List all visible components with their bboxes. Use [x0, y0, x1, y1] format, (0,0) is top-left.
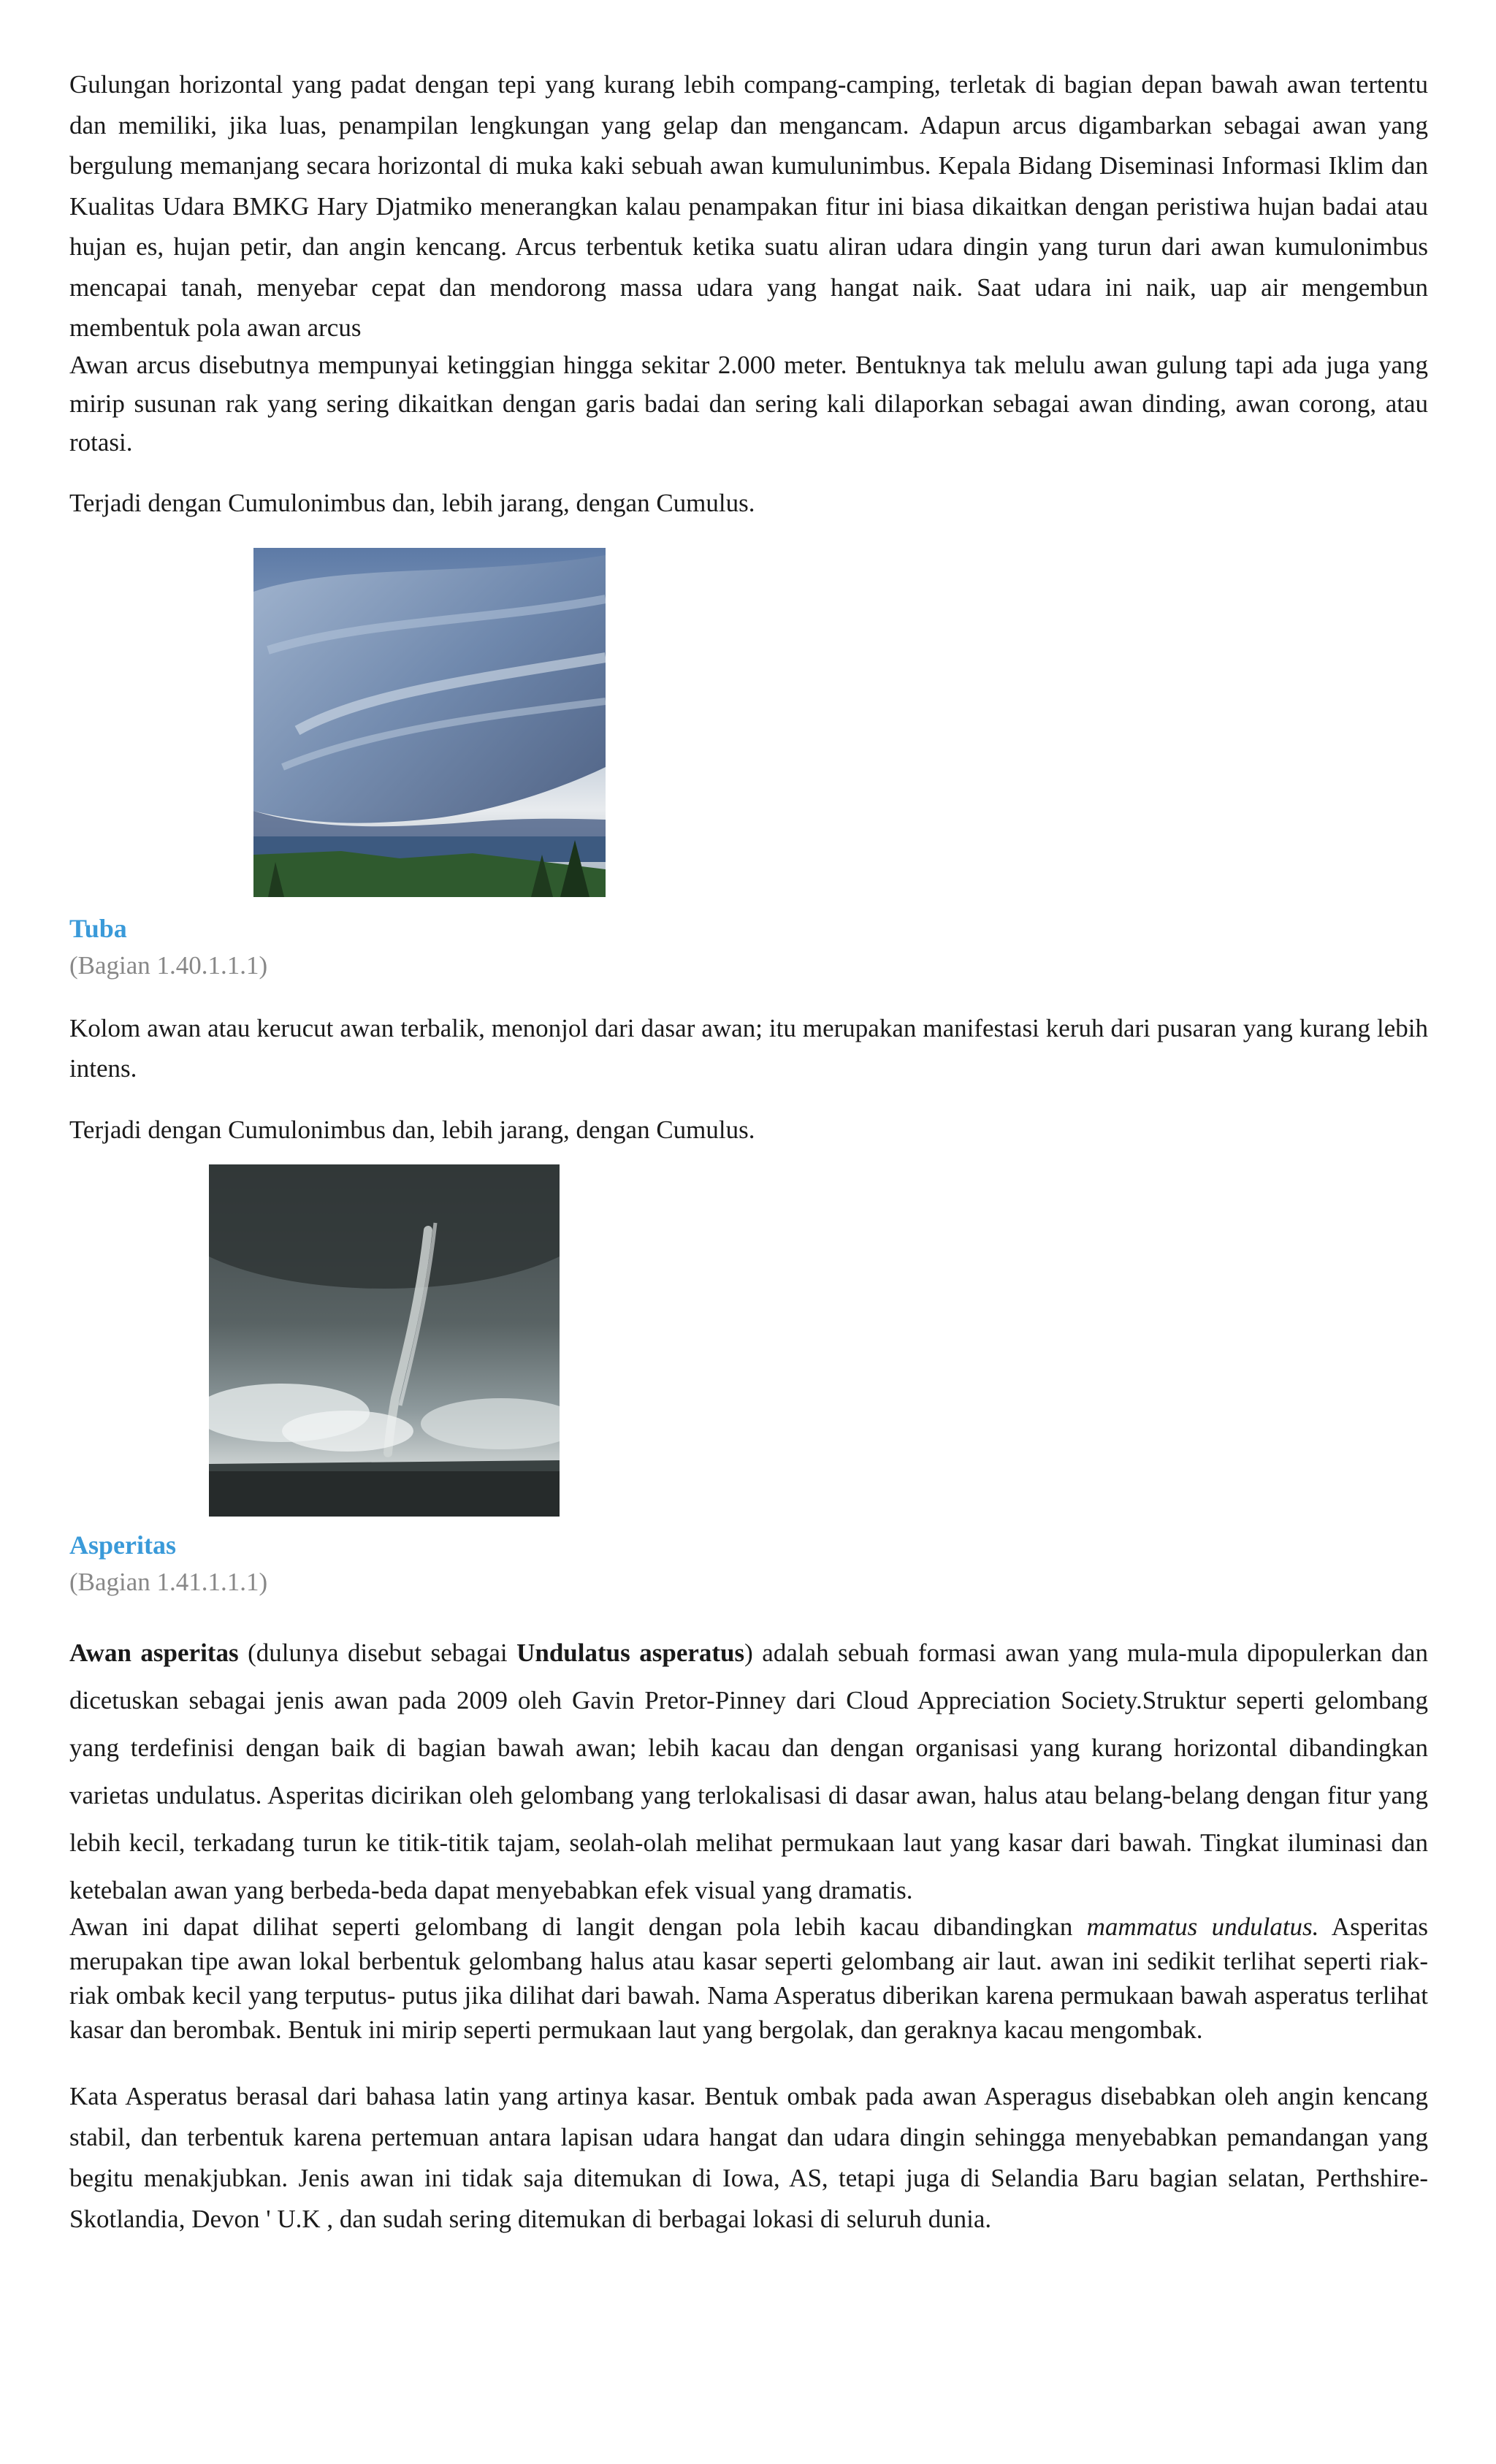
asperitas-paragraph-3: Kata Asperatus berasal dari bahasa latin yang artinya kasar. Bentuk ombak pada awan Asperagus disebabkan oleh angin kencang stabil, dan terbentuk karena pertemuan antara lapisan udara hangat dan udara dingin sehingga menyebabkan pemandangan yang begitu menakjubkan. Jenis awan ini tidak saja ditemukan di Iowa, AS, tetapi juga di Selandia Baru bagian selatan, Perthshire- Skotlandia, Devon ' U.K , dan sudah sering ditemukan di berbagai lokasi di seluruh dunia. — [69, 2081, 1428, 2233]
tuba-occurs-text: Terjadi dengan Cumulonimbus dan, lebih jarang, dengan Cumulus. — [69, 1115, 755, 1144]
asperitas-heading: Asperitas — [69, 1530, 176, 1560]
arcus-cloud-photo — [253, 548, 606, 897]
asperitas-lead-bold: Awan asperitas — [69, 1638, 239, 1667]
asperitas-p2-rest: Asperitas merupakan tipe awan lokal berbentuk gelombang halus atau kasar seperti gelombang air laut. awan ini sedikit terlihat seperti riak-riak ombak kecil yang terputus- putus jika dilihat dari bawah. Nama Asperatus diberikan karena permukaan bawah asperatus terlihat kasar dan berombak. Bentuk ini mirip seperti permukaan laut yang bergolak, dan geraknya kacau mengombak. — [69, 1912, 1428, 2044]
asperitas-p2-italic: mammatus undulatus. — [1086, 1912, 1319, 1941]
tuba-description: Kolom awan atau kerucut awan terbalik, menonjol dari dasar awan; itu merupakan manifestasi keruh dari pusaran yang kurang lebih intens. — [69, 1013, 1428, 1083]
asperitas-p2-start: Awan ini dapat dilihat seperti gelombang di langit dengan pola lebih kacau dibandingkan — [69, 1912, 1087, 1941]
tuba-tornado-photo — [209, 1164, 560, 1517]
arcus-occurs-text: Terjadi dengan Cumulonimbus dan, lebih jarang, dengan Cumulus. — [69, 488, 755, 517]
arcus-paragraph-2: Awan arcus disebutnya mempunyai ketinggian hingga sekitar 2.000 meter. Bentuknya tak melulu awan gulung tapi ada juga yang mirip susunan rak yang sering dikaitkan dengan garis badai dan sering kali dilaporkan sebagai awan dinding, awan corong, atau rotasi. — [69, 350, 1428, 457]
asperitas-section-label: (Bagian 1.41.1.1.1) — [69, 1567, 268, 1596]
tuba-section-label: (Bagian 1.40.1.1.1) — [69, 950, 268, 980]
tuba-heading: Tuba — [69, 913, 127, 943]
arcus-paragraph-1: Gulungan horizontal yang padat dengan tepi yang kurang lebih compang-camping, terletak di bagian depan bawah awan tertentu dan memiliki, jika luas, penampilan lengkungan yang gelap dan mengancam. Adapun arcus digambarkan sebagai awan yang bergulung memanjang secara horizontal di muka kaki sebuah awan kumulunimbus. Kepala Bidang Diseminasi Informasi Iklim dan Kualitas Udara BMKG Hary Djatmiko menerangkan kalau penampakan fitur ini biasa dikaitkan dengan peristiwa hujan badai atau hujan es, hujan petir, dan angin kencang. Arcus terbentuk ketika suatu aliran udara dingin yang turun dari awan kumulonimbus mencapai tanah, menyebar cepat dan mendorong massa udara yang hangat naik. Saat udara ini naik, uap air mengembun membentuk pola awan arcus — [69, 70, 1428, 342]
asperitas-lead-bold-2: Undulatus asperatus — [516, 1638, 745, 1667]
asperitas-paragraph-1 — [69, 1629, 1428, 1914]
asperitas-paragraph-2 — [69, 1910, 1428, 2047]
document-page — [69, 64, 1428, 2240]
asperitas-lead-rest: ) adalah sebuah formasi awan yang mula-mula dipopulerkan dan dicetuskan sebagai jenis awan pada 2009 oleh Gavin Pretor-Pinney dari Cloud Appreciation Society.Struktur seperti gelombang yang terdefinisi dengan baik di bagian bawah awan; lebih kacau dan dengan organisasi yang kurang horizontal dibandingkan varietas undulatus. Asperitas dicirikan oleh gelombang yang terlokalisasi di dasar awan, halus atau belang-belang dengan fitur yang lebih kecil, terkadang turun ke titik-titik tajam, seolah-olah melihat permukaan laut yang kasar dari bawah. Tingkat iluminasi dan ketebalan awan yang berbeda-beda dapat menyebabkan efek visual yang dramatis. — [69, 1638, 1428, 1904]
asperitas-lead-mid: (dulunya disebut sebagai — [238, 1638, 517, 1667]
